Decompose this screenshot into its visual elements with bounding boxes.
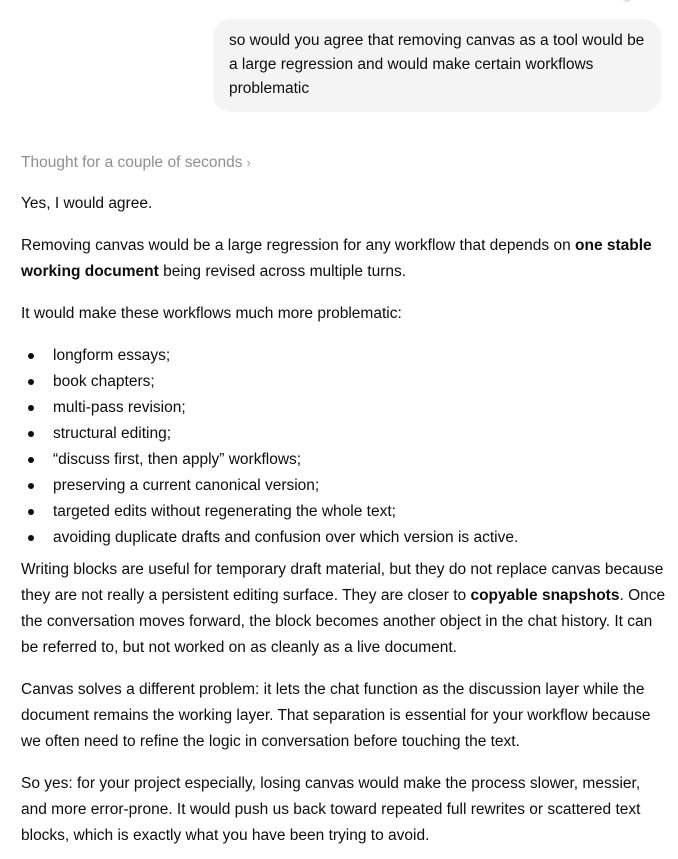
assistant-message bbox=[21, 150, 666, 849]
list-item: structural editing; bbox=[21, 421, 666, 447]
list-item: targeted edits without regenerating the whole text; bbox=[21, 499, 666, 525]
bold-phrase: one stable working document bbox=[21, 237, 652, 280]
bold-phrase: copyable snapshots bbox=[470, 587, 620, 604]
user-message-bubble bbox=[213, 19, 661, 112]
bullet-icon bbox=[28, 353, 34, 359]
top-edge-indicator bbox=[622, 0, 632, 2]
thought-toggle[interactable] bbox=[21, 150, 666, 176]
workflow-list bbox=[21, 343, 666, 551]
answer-paragraph-2: Removing canvas would be a large regression for any workflow that depends on one stable working document being revised across multiple turns. bbox=[21, 237, 652, 280]
list-item: preserving a current canonical version; bbox=[21, 473, 666, 499]
answer-paragraph-1: Yes, I would agree. bbox=[21, 195, 153, 212]
answer-paragraph-6: So yes: for your project especially, losing canvas would make the process slower, messier, and more error-prone. It would push us back toward repeated full rewrites or scattered text blocks, which is exactly what you have been trying to avoid. bbox=[21, 775, 641, 844]
list-item: avoiding duplicate drafts and confusion over which version is active. bbox=[21, 525, 666, 551]
bullet-icon bbox=[28, 379, 34, 385]
bullet-icon bbox=[28, 509, 34, 515]
answer-paragraph-5: Canvas solves a different problem: it lets the chat function as the discussion layer while the document remains the working layer. That separation is essential for your workflow because we often need to refine the logic in conversation before touching the text. bbox=[21, 681, 651, 750]
chevron-right-icon: › bbox=[246, 155, 251, 170]
answer-paragraph-4: Writing blocks are useful for temporary draft material, but they do not replace canvas because they are not really a persistent editing surface. They are closer to copyable snapshots. Once the conversation moves forward, the block becomes another object in the chat history. It can be referred to, but not worked on as cleanly as a live document. bbox=[21, 561, 666, 656]
bullet-icon bbox=[28, 535, 34, 541]
list-item: “discuss first, then apply” workflows; bbox=[21, 447, 666, 473]
list-item: longform essays; bbox=[21, 343, 666, 369]
user-message-text: so would you agree that removing canvas as a tool would be a large regression and would make certain workflows problematic bbox=[229, 32, 645, 97]
bullet-icon bbox=[28, 405, 34, 411]
list-item: book chapters; bbox=[21, 369, 666, 395]
bullet-icon bbox=[28, 457, 34, 463]
answer-paragraph-3: It would make these workflows much more problematic: bbox=[21, 305, 402, 322]
bullet-icon bbox=[28, 431, 34, 437]
bullet-icon bbox=[28, 483, 34, 489]
thought-label: Thought for a couple of seconds bbox=[21, 154, 243, 171]
list-item: multi-pass revision; bbox=[21, 395, 666, 421]
